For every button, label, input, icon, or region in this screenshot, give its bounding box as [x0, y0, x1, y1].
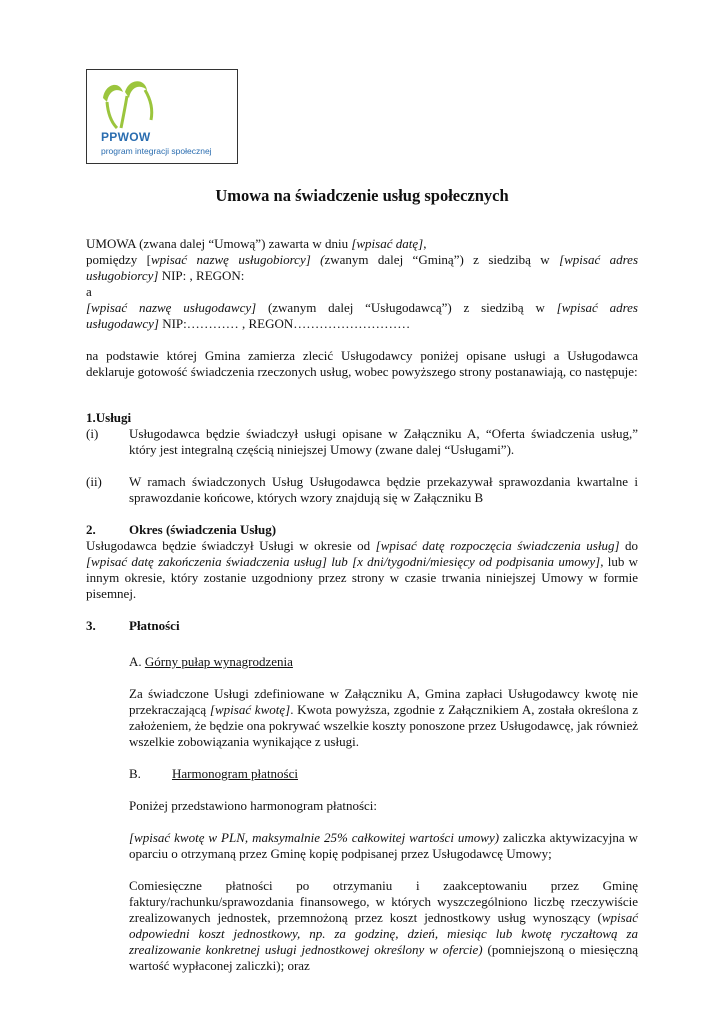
section-3a-heading: A. Górny pułap wynagrodzenia	[129, 654, 293, 669]
section-2-heading: 2. Okres (świadczenia Usług)	[86, 522, 277, 537]
section-3a-text: Za świadczone Usługi zdefiniowane w Załączniku A, Gmina zapłaci Usługodawcy kwotę nie przekraczającą [wpisać kwotę]. Kwota powyższa, zgodnie z Załącznikiem A, została określona z założeniem, że będzie ona pokrywać wszelkie koszty ponoszone przez Usługodawcę, jak również wszelkie zobowiązania wynikające z usługi.	[129, 686, 638, 749]
intro-line-4: a	[86, 284, 92, 299]
intro-line-3: usługobiorcy] NIP: , REGON:	[86, 268, 245, 283]
section-3-heading: 3. Płatności	[86, 618, 180, 633]
section-3b-intro: Poniżej przedstawiono harmonogram płatności:	[129, 798, 378, 813]
section-1-heading: 1.Usługi	[86, 410, 132, 425]
ppwow-logo	[86, 69, 238, 164]
preamble: na podstawie której Gmina zamierza zlecić Usługodawcy poniżej opisane usługi a Usługodawca deklaruje gotowość świadczenia rzeczonych usług, wobec powyższego strony postanawiają, co następuje:	[86, 348, 638, 379]
intro-line-1: UMOWA (zwana dalej “Umową”) zawarta w dniu [wpisać datę],	[86, 236, 427, 251]
section-3b-monthly: Comiesięczne płatności po otrzymaniu i zaakceptowaniu przez Gminę faktury/rachunku/sprawozdania finansowego, w których wyszczególniono liczbę rzeczywiście zrealizowanych jednostek, przemnożoną przez koszt jednostkowy usług wynoszący (wpisać odpowiedni koszt jednostkowy, np. za godzinę, dzień, miesiąc lub kwotę ryczałtową za zrealizowanie konkretnej usługi jednostkowej określony w ofercie) (pomniejszoną o miesięczną wartość wypłaconej zaliczki); oraz	[129, 878, 638, 973]
intro-line-5: [wpisać nazwę usługodawcy] (zwanym dalej “Usługodawcą”) z siedzibą w [wpisać adres	[86, 300, 638, 315]
section-3b-advance: [wpisać kwotę w PLN, maksymalnie 25% całkowitej wartości umowy) zaliczka aktywizacyjna w oparciu o otrzymaną przez Gminę kopię podpisanej przez Usługodawcę Umowy;	[129, 830, 638, 861]
logo-name: PPWOW	[101, 130, 151, 144]
section-1-item-i: (i) Usługodawca będzie świadczył usługi opisane w Załączniku A, “Oferta świadczenia usług,” który jest integralną częścią niniejszej Umowy (zwane dalej “Usługami”).	[86, 426, 638, 457]
section-1-item-ii: (ii) W ramach świadczonych Usług Usługodawca będzie przekazywał sprawozdania kwartalne i sprawozdanie końcowe, których wzory znajdują się w Załączniku B	[86, 474, 638, 505]
section-3b-heading: B. Harmonogram płatności	[129, 766, 298, 781]
logo-subtitle: program integracji społecznej	[101, 146, 212, 156]
leaf-logo-icon	[95, 76, 165, 132]
document-body	[86, 236, 638, 974]
intro-line-2: pomiędzy [wpisać nazwę usługobiorcy] (zwanym dalej “Gminą”) z siedzibą w [wpisać adres	[86, 252, 639, 267]
document-title: Umowa na świadczenie usług społecznych	[215, 186, 509, 205]
section-2-text: Usługodawca będzie świadczył Usługi w okresie od [wpisać datę rozpoczęcia świadczenia usług] do [wpisać datę zakończenia świadczenia usług] lub [x dni/tygodni/miesięcy od podpisania umowy], lub w innym okresie, który zostanie uzgodniony przez strony w czasie trwania niniejszej Umowy w formie pisemnej.	[86, 538, 639, 601]
intro-line-6: usługodawcy] NIP:………… , REGON………………………	[86, 316, 411, 331]
